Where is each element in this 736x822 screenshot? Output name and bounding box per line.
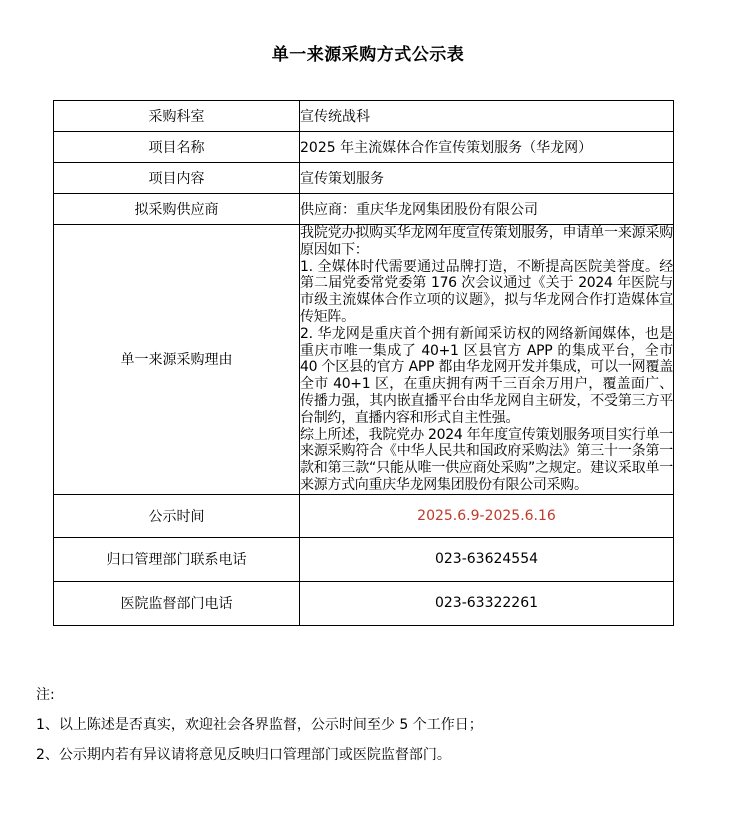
notes-heading: 注: <box>36 687 55 703</box>
project-name-label: 项目名称 <box>54 132 300 163</box>
department-value: 宣传统战科 <box>300 101 674 132</box>
table-row-management-phone <box>54 537 674 581</box>
management-phone-value: 023-63624554 <box>300 537 674 581</box>
page-title: 单一来源采购方式公示表 <box>271 45 465 65</box>
table-row-reason <box>54 225 674 495</box>
supplier-value: 供应商：重庆华龙网集团股份有限公司 <box>300 194 674 225</box>
supplier-label: 拟采购供应商 <box>54 194 300 225</box>
table-row-project-name <box>54 132 674 163</box>
table-row-supplier <box>54 194 674 225</box>
table-row-department <box>54 101 674 132</box>
reason-paragraph-summary: 综上所述，我院党办 2024 年年度宣传策划服务项目实行单一来源采购符合《中华人民共和国政府采购法》第三十一条第一款和第三款“只能从唯一供应商处采购”之规定。建议采取单一来源方式向重庆华龙网集团股份有限公司采购。 <box>300 426 673 493</box>
notes-section <box>36 680 483 770</box>
reason-paragraph-1: 1. 全媒体时代需要通过品牌打造，不断提高医院美誉度。经第二届党委常党委第 176 次会议通过《关于 2024 年医院与市级主流媒体合作立项的议题》，拟与华龙网合作打造媒体宣传矩阵。 <box>300 258 673 325</box>
project-content-value: 宣传策划服务 <box>300 163 674 194</box>
publicity-period-label: 公示时间 <box>54 494 300 537</box>
management-phone-label: 归口管理部门联系电话 <box>54 537 300 581</box>
supervision-phone-value: 023-63322261 <box>300 581 674 625</box>
table-row-supervision-phone <box>54 581 674 625</box>
project-name-value: 2025 年主流媒体合作宣传策划服务（华龙网） <box>300 132 674 163</box>
reason-label: 单一来源采购理由 <box>54 225 300 495</box>
publicity-period-value: 2025.6.9-2025.6.16 <box>300 494 674 537</box>
reason-paragraph-intro: 我院党办拟购买华龙网年度宣传策划服务，申请单一来源采购原因如下： <box>300 225 673 258</box>
procurement-table <box>53 100 674 626</box>
department-label: 采购科室 <box>54 101 300 132</box>
supervision-phone-label: 医院监督部门电话 <box>54 581 300 625</box>
table-row-publicity-period <box>54 494 674 537</box>
reason-text <box>300 225 674 495</box>
note-item-1: 1、以上陈述是否真实，欢迎社会各界监督，公示时间至少 5 个工作日； <box>36 717 483 733</box>
table-row-project-content <box>54 163 674 194</box>
project-content-label: 项目内容 <box>54 163 300 194</box>
note-item-2: 2、公示期内若有异议请将意见反映归口管理部门或医院监督部门。 <box>36 747 451 763</box>
reason-paragraph-2: 2. 华龙网是重庆首个拥有新闻采访权的网络新闻媒体，也是重庆市唯一集成了 40+1 区县官方 APP 的集成平台，全市 40 个区县的官方 APP 都由华龙网开发并集成，可以一网覆盖全市 40+1 区，在重庆拥有两千三百余万用户，覆盖面广、传播力强，其内嵌直播平台由华龙网自主研发，不受第三方平台制约，直播内容和形式自主性强。 <box>300 325 673 426</box>
